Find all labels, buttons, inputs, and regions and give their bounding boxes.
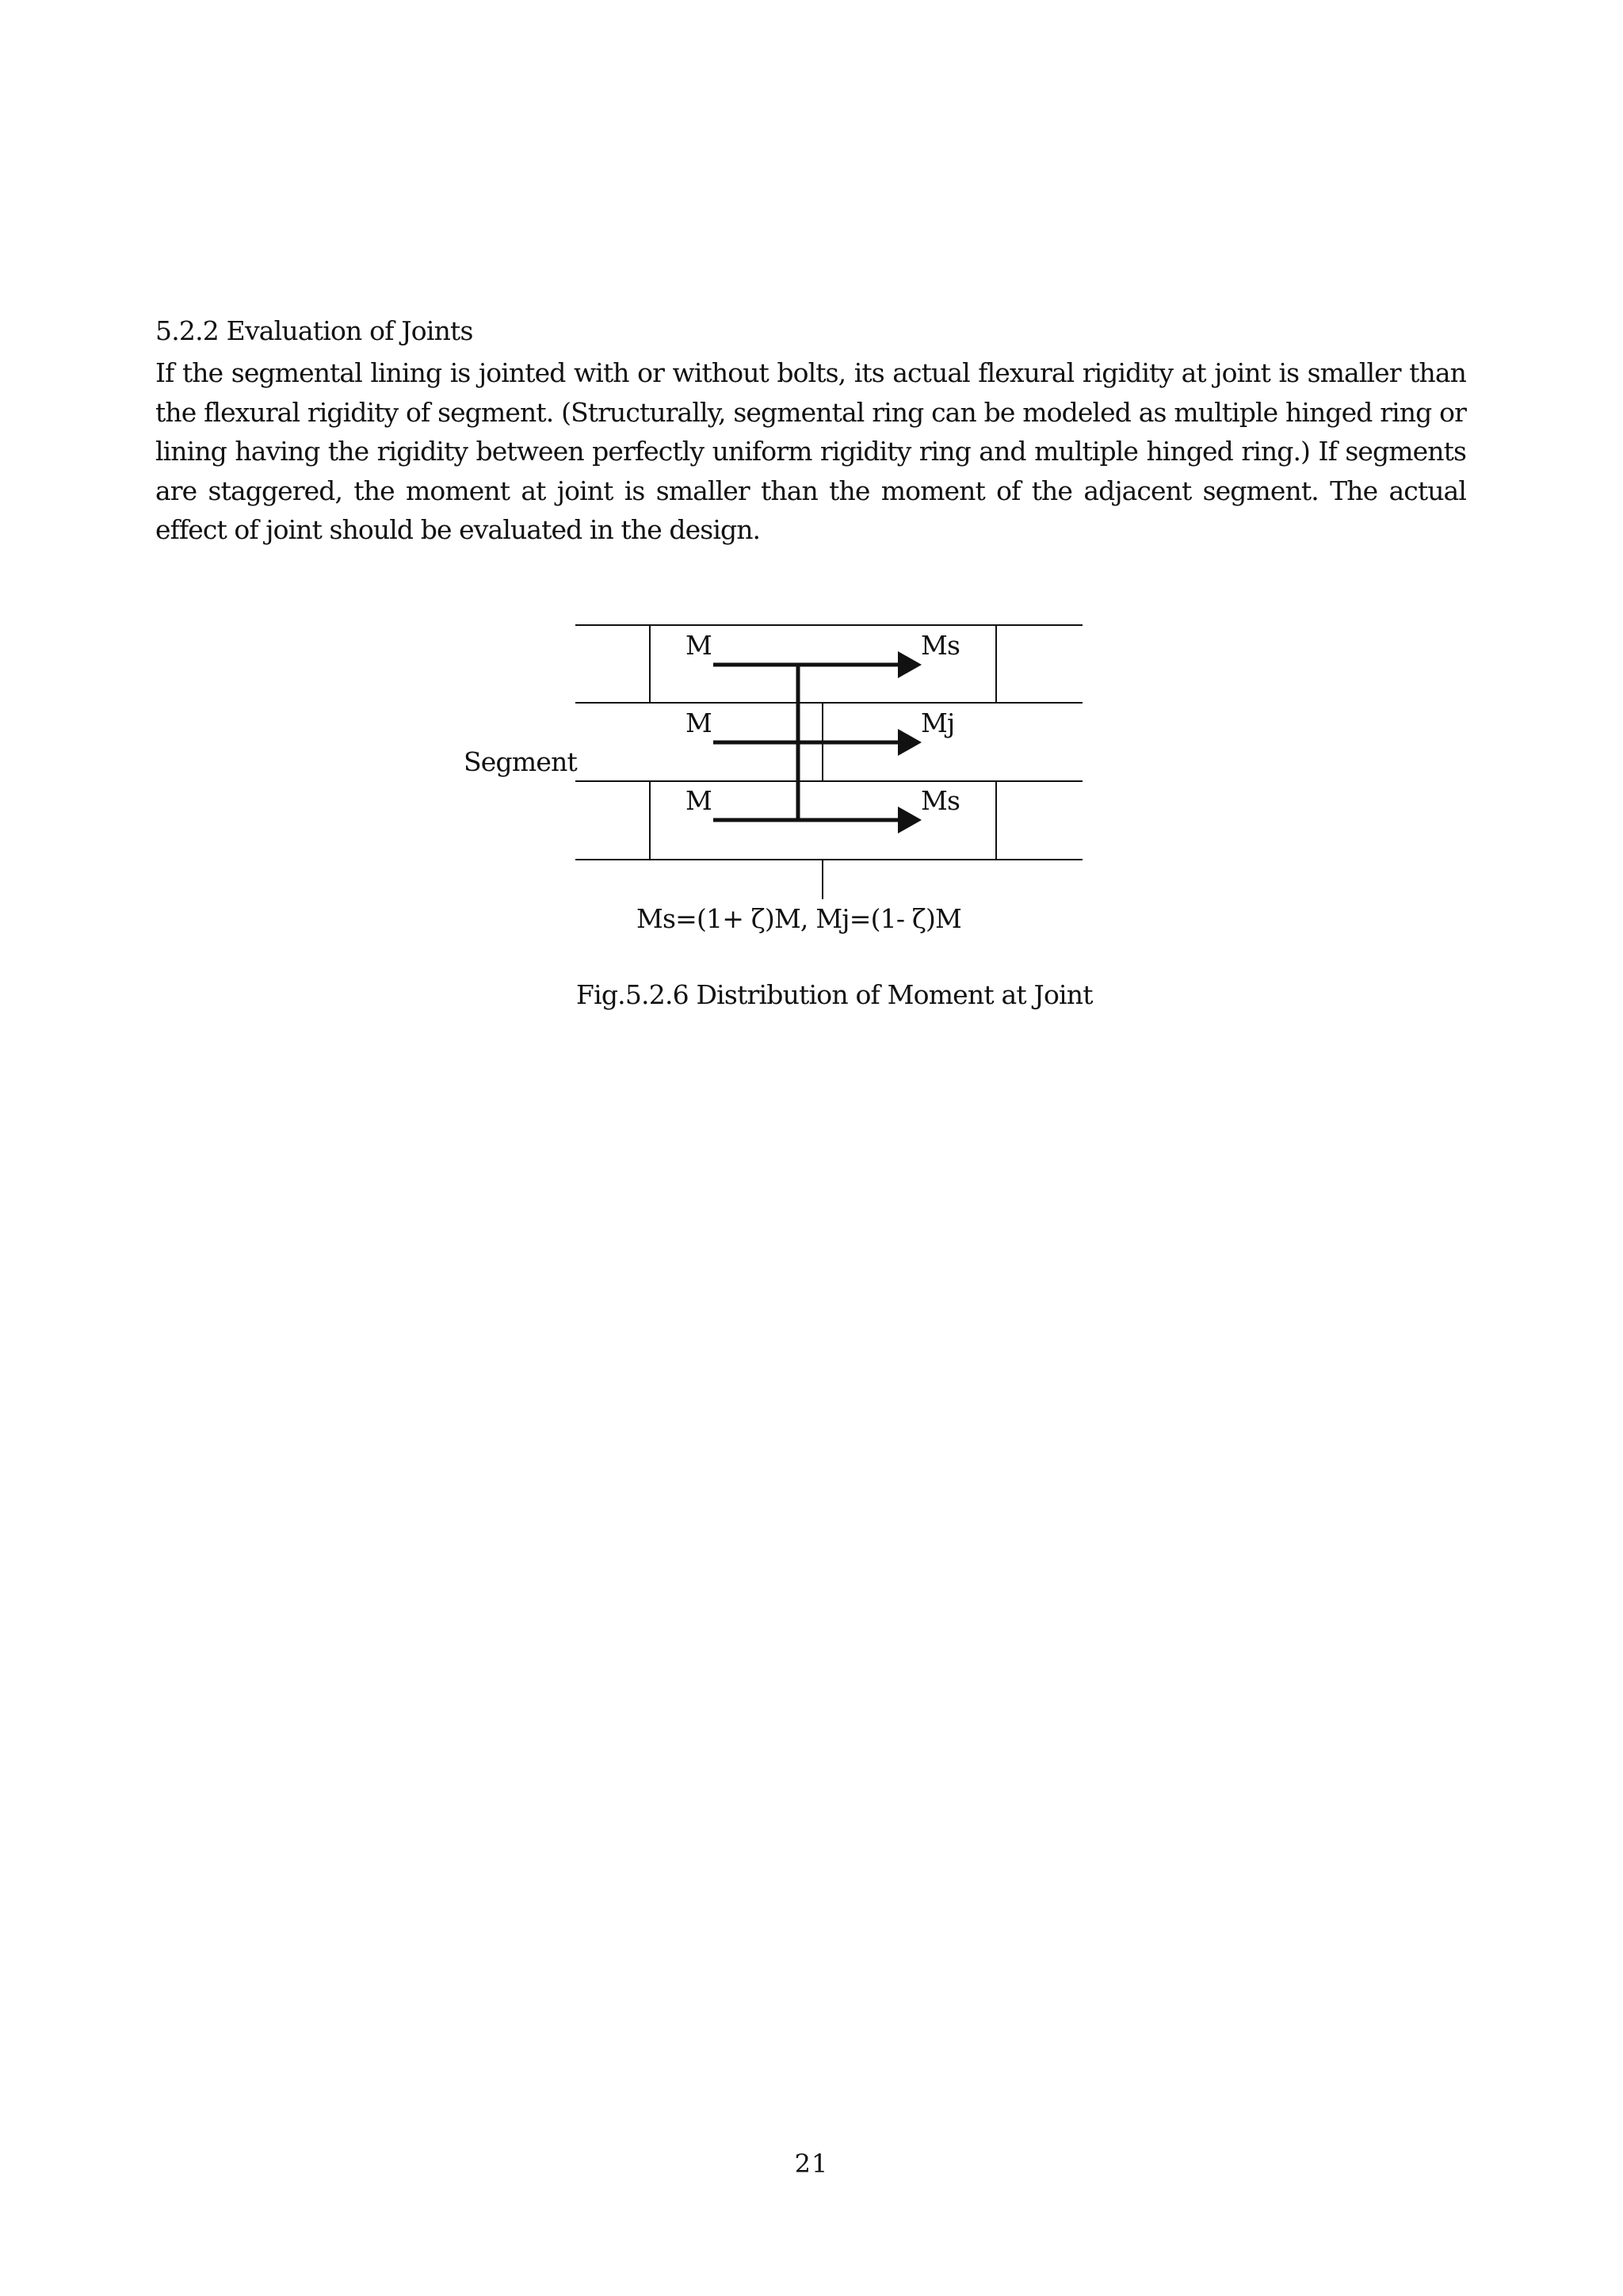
moment-output-label: Ms [921,785,960,816]
moment-arrow-head [898,807,922,833]
moment-output-label: Ms [921,630,960,661]
section-heading: 5.2.2 Evaluation of Joints [155,315,473,346]
section-paragraph: If the segmental lining is jointed with or without bolts, its actual flexural rigidity at joint is smaller than the flexural rigidity of segment. (Structurally, segmental ring can be modeled as multiple hinged ring or lining having the rigidity between perfectly uniform rigidity ring and multiple hinged ring.) If segments are staggered, the moment at joint is smaller than the moment of the adjacent segment. The actual effect of joint should be evaluated in the design. [155,357,1466,545]
moment-output-label: Mj [921,707,955,738]
moment-formula: Ms=(1+ ζ)M, Mj=(1- ζ)M [636,903,962,934]
moment-arrow-head [898,729,922,756]
page-number: 21 [794,2149,829,2179]
segment-label: Segment [464,746,577,777]
moment-input-label: M [685,785,712,816]
figure-caption: Fig.5.2.6 Distribution of Moment at Joint [576,979,1093,1010]
moment-arrow-head [898,651,922,678]
moment-distribution-figure [0,0,1623,1030]
moment-input-label: M [685,630,712,661]
moment-input-label: M [685,707,712,738]
